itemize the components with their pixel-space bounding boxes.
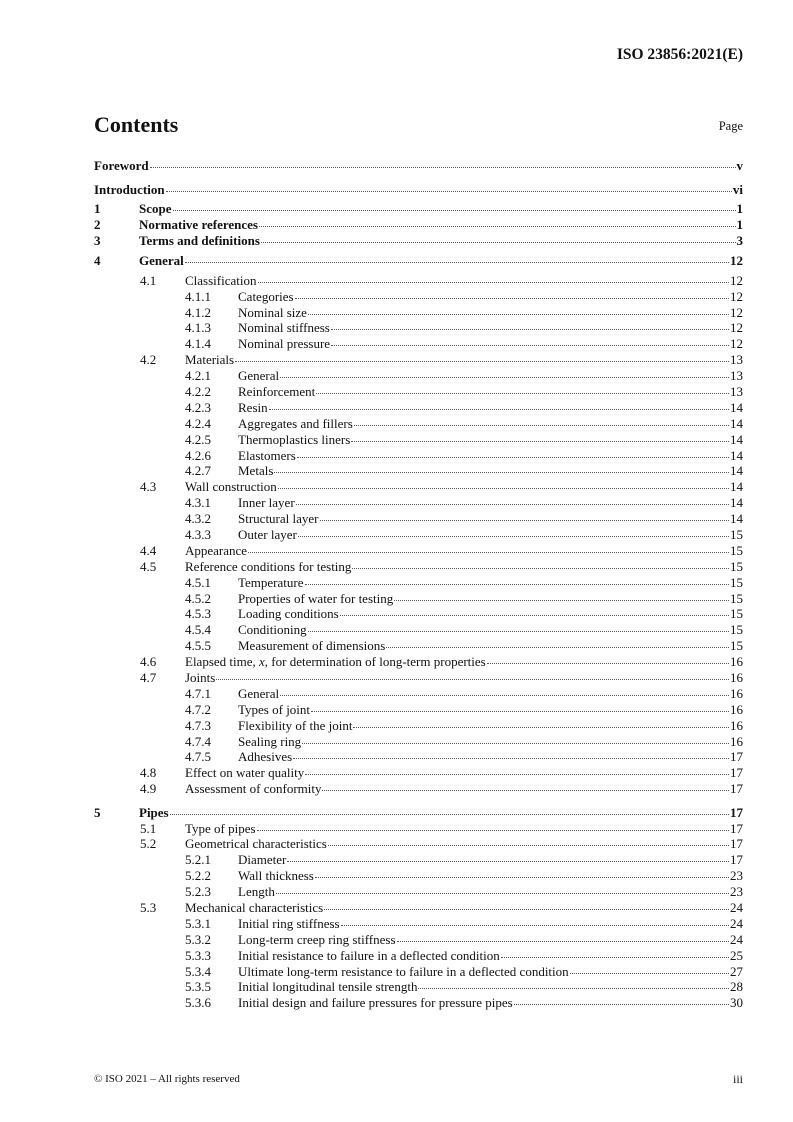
toc-dot-leader <box>295 298 729 299</box>
toc-entry-page: 15 <box>730 606 743 622</box>
toc-entry[interactable] <box>94 416 743 432</box>
toc-entry[interactable] <box>94 948 743 964</box>
toc-entry-number: 4.3.3 <box>185 526 211 542</box>
toc-entry-page: 15 <box>730 542 743 558</box>
toc-entry[interactable] <box>94 368 743 384</box>
toc-entry-number: 5.3.6 <box>185 995 211 1011</box>
toc-entry-number: 4.7.5 <box>185 749 211 765</box>
toc-entry-page: 16 <box>730 670 743 685</box>
toc-entry[interactable] <box>94 249 743 273</box>
toc-dot-leader <box>331 345 729 346</box>
toc-entry-title: General <box>139 253 184 269</box>
toc-dot-leader <box>354 425 729 426</box>
toc-dot-leader <box>166 191 732 192</box>
toc-entry-title: Nominal pressure <box>238 336 331 352</box>
toc-entry[interactable] <box>94 479 743 495</box>
toc-entry-page: 30 <box>730 995 743 1011</box>
toc-entry-number: 4.3.2 <box>185 511 211 527</box>
toc-entry[interactable] <box>94 836 743 852</box>
toc-entry[interactable] <box>94 432 743 448</box>
toc-entry-number: 5.3 <box>140 899 157 915</box>
toc-dot-leader <box>276 893 729 894</box>
toc-entry-number: 4.7.4 <box>185 733 211 749</box>
toc-dot-leader <box>315 877 729 878</box>
toc-entry-number: 4.7.1 <box>185 685 211 701</box>
toc-entry[interactable] <box>94 916 743 932</box>
toc-entry-title: Nominal stiffness <box>238 320 330 336</box>
toc-entry-page: 15 <box>730 574 743 590</box>
toc-entry-page: 14 <box>730 431 743 447</box>
toc-entry-number: 5 <box>94 804 101 820</box>
toc-dot-leader <box>259 226 736 227</box>
toc-entry[interactable] <box>94 670 743 686</box>
toc-entry-number: 4.1.4 <box>185 336 211 352</box>
page-number: iii <box>732 1072 743 1086</box>
toc-entry-title: Joints <box>185 670 216 685</box>
toc-entry-title: General <box>238 685 280 701</box>
toc-entry-title: Materials <box>185 352 235 368</box>
toc-entry-title: Initial resistance to failure in a deflected condition <box>238 947 500 963</box>
toc-entry-number: 4.4 <box>140 542 157 558</box>
toc-entry-number: 4.3.1 <box>185 495 211 511</box>
toc-dot-leader <box>258 282 730 283</box>
toc-dot-leader <box>257 830 729 831</box>
toc-entry-title-part: , for determination of long-term properties <box>264 654 486 670</box>
toc-entry-number: 4.5.2 <box>185 590 211 606</box>
toc-entry-page: 16 <box>730 654 743 670</box>
toc-dot-leader <box>316 393 729 394</box>
page-title: Contents <box>94 112 179 137</box>
toc-entry[interactable] <box>94 154 743 178</box>
toc-entry-number: 4.2.2 <box>185 383 211 399</box>
toc-entry-title: Geometrical characteristics <box>185 836 327 852</box>
toc-entry[interactable] <box>94 273 743 289</box>
toc-dot-leader <box>514 1004 729 1005</box>
toc-entry-title: Properties of water for testing <box>238 590 394 606</box>
toc-entry-number: 4.2.6 <box>185 447 211 463</box>
toc-entry-page: 12 <box>730 304 743 320</box>
toc-entry-title: Flexibility of the joint <box>238 717 353 733</box>
toc-dot-leader <box>305 774 729 775</box>
toc-entry-title: Structural layer <box>238 511 319 527</box>
toc-entry-page: 12 <box>730 320 743 336</box>
toc-entry[interactable] <box>94 884 743 900</box>
toc-entry-title: Length <box>238 884 275 900</box>
toc-entry-number: 4.5 <box>140 558 157 574</box>
toc-entry-page: 23 <box>730 884 743 900</box>
toc-entry-page: 12 <box>730 253 743 269</box>
toc-entry[interactable] <box>94 591 743 607</box>
toc-entry[interactable] <box>94 543 743 559</box>
toc-entry[interactable] <box>94 336 743 352</box>
toc-entry-page: 12 <box>730 272 743 288</box>
toc-entry-page: 17 <box>730 820 743 836</box>
toc-dot-leader <box>235 361 729 362</box>
toc-entry-title: Categories <box>238 288 294 304</box>
toc-entry-page: 27 <box>730 963 743 979</box>
toc-entry-title: Pipes <box>139 804 169 820</box>
toc-dot-leader <box>353 727 729 728</box>
toc-entry[interactable] <box>94 654 743 670</box>
toc-entry-title: Nominal size <box>238 304 307 320</box>
toc-dot-leader <box>185 262 729 263</box>
toc-entry-title: Inner layer <box>238 495 295 511</box>
toc-entry[interactable] <box>94 995 743 1011</box>
toc-entry[interactable] <box>94 559 743 575</box>
toc-entry-title: Resin <box>238 399 268 415</box>
toc-dot-leader <box>322 790 729 791</box>
toc-dot-leader <box>297 457 729 458</box>
toc-dot-leader <box>280 695 729 696</box>
toc-entry-title: Foreword <box>94 158 149 173</box>
toc-entry-title: Temperature <box>238 574 304 590</box>
toc-entry-number: 4.1.3 <box>185 320 211 336</box>
toc-entry[interactable] <box>94 178 743 202</box>
toc-entry-number: 4.8 <box>140 765 157 781</box>
toc-dot-leader <box>351 441 729 442</box>
toc-entry-number: 5.3.3 <box>185 947 211 963</box>
toc-entry-page: 17 <box>730 804 743 820</box>
toc-entry[interactable] <box>94 289 743 305</box>
toc-entry-page: 15 <box>730 638 743 654</box>
toc-entry-number: 4.2.5 <box>185 431 211 447</box>
toc-entry-page: 1 <box>736 217 743 233</box>
toc-entry-title: Effect on water quality <box>185 765 305 781</box>
toc-dot-leader <box>340 615 729 616</box>
toc-entry-page: 15 <box>730 590 743 606</box>
toc-entry-number: 4.2.4 <box>185 415 211 431</box>
toc-entry-number: 5.3.2 <box>185 931 211 947</box>
toc-dot-leader <box>280 377 729 378</box>
toc-entry-number: 5.3.4 <box>185 963 211 979</box>
toc-entry-number: 5.2.1 <box>185 852 211 868</box>
toc-entry[interactable] <box>94 305 743 321</box>
toc-entry[interactable] <box>94 749 743 765</box>
toc-dot-leader <box>308 631 729 632</box>
toc-entry-title: Types of joint <box>238 701 311 717</box>
toc-entry[interactable] <box>94 964 743 980</box>
toc-entry-number: 5.2.3 <box>185 884 211 900</box>
toc-entry-page: 15 <box>730 526 743 542</box>
toc-entry[interactable] <box>94 718 743 734</box>
toc-entry-title: Normative references <box>139 217 258 233</box>
toc-entry-page: 13 <box>730 368 743 384</box>
toc-entry-number: 4.1.1 <box>185 288 211 304</box>
toc-dot-leader <box>328 845 729 846</box>
toc-entry-title: Introduction <box>94 181 165 197</box>
toc-entry-number: 4.1.2 <box>185 304 211 320</box>
toc-entry[interactable] <box>94 734 743 750</box>
toc-entry-page: 16 <box>730 733 743 749</box>
toc-entry-number: 4.2 <box>140 352 157 368</box>
toc-entry-title: General <box>238 368 280 384</box>
toc-entry-page: 14 <box>730 511 743 527</box>
toc-entry-title: Loading conditions <box>238 606 339 622</box>
toc-entry-page: 14 <box>730 463 743 479</box>
toc-entry[interactable] <box>94 868 743 884</box>
toc-entry-title: Classification <box>185 272 257 288</box>
toc-dot-leader <box>293 758 729 759</box>
toc-entry-title: Initial longitudinal tensile strength <box>238 979 418 995</box>
toc-entry-page: 24 <box>730 915 743 931</box>
toc-dot-leader <box>570 973 729 974</box>
toc-entry-title: Diameter <box>238 852 287 868</box>
toc-entry-page: 14 <box>730 479 743 495</box>
toc-entry-title: Reference conditions for testing <box>185 558 352 574</box>
toc-dot-leader <box>418 988 729 989</box>
toc-entry-title <box>185 654 486 670</box>
page-column-label: Page <box>718 119 743 133</box>
toc-entry[interactable] <box>94 932 743 948</box>
toc-entry[interactable] <box>94 463 743 479</box>
toc-entry-title: Adhesives <box>238 749 293 765</box>
toc-entry-page: 15 <box>730 622 743 638</box>
toc-entry-page: 13 <box>730 352 743 368</box>
toc-entry[interactable] <box>94 606 743 622</box>
toc-entry-page: 12 <box>730 288 743 304</box>
toc-entry-page: 24 <box>730 899 743 915</box>
toc-entry[interactable] <box>94 201 743 217</box>
toc-dot-leader <box>150 167 736 168</box>
toc-entry-title: Ultimate long-term resistance to failure in a deflected condition <box>238 963 569 979</box>
toc-entry-page: 17 <box>730 836 743 852</box>
toc-entry-number: 2 <box>94 217 101 233</box>
toc-entry[interactable] <box>94 527 743 543</box>
toc-entry-number: 4.5.5 <box>185 638 211 654</box>
toc-dot-leader <box>320 520 730 521</box>
toc-dot-leader <box>296 504 729 505</box>
toc-entry-number: 4.5.3 <box>185 606 211 622</box>
toc-entry-number: 4.7 <box>140 670 157 685</box>
toc-dot-leader <box>311 711 729 712</box>
toc-entry-page: 1 <box>736 201 743 217</box>
toc-dot-leader <box>352 568 729 569</box>
toc-entry-page: 16 <box>730 701 743 717</box>
toc-entry-title: Assessment of conformity <box>185 781 322 797</box>
toc-entry[interactable] <box>94 765 743 781</box>
toc-entry-title: Type of pipes <box>185 820 256 836</box>
toc-entry-number: 4.7.2 <box>185 701 211 717</box>
toc-entry[interactable] <box>94 495 743 511</box>
toc-entry-number: 1 <box>94 201 101 217</box>
toc-entry-page: 14 <box>730 399 743 415</box>
toc-entry-page: 14 <box>730 495 743 511</box>
toc-dot-leader <box>501 957 729 958</box>
toc-dot-leader <box>386 647 729 648</box>
toc-entry-page: 17 <box>730 765 743 781</box>
toc-entry-number: 5.3.5 <box>185 979 211 995</box>
toc-entry-number: 5.1 <box>140 820 157 836</box>
toc-entry-number: 5.2 <box>140 836 157 852</box>
toc-entry-page: 23 <box>730 868 743 884</box>
toc-entry-title-italic: x <box>259 654 265 670</box>
toc-entry-page: 17 <box>730 852 743 868</box>
toc-entry-number: 4.7.3 <box>185 717 211 733</box>
toc-entry-number: 5.3.1 <box>185 915 211 931</box>
toc-dot-leader <box>170 814 729 815</box>
toc-entry-number: 4.1 <box>140 272 157 288</box>
toc-entry-page: 13 <box>730 383 743 399</box>
toc-entry[interactable] <box>94 217 743 233</box>
toc-entry-title: Measurement of dimensions <box>238 638 386 654</box>
toc-entry-page: 12 <box>730 336 743 352</box>
toc-dot-leader <box>331 329 729 330</box>
toc-dot-leader <box>394 600 729 601</box>
toc-entry-page: 28 <box>730 979 743 995</box>
toc-entry[interactable] <box>94 686 743 702</box>
toc-entry[interactable] <box>94 805 743 821</box>
toc-entry-title: Sealing ring <box>238 733 302 749</box>
toc-entry-number: 4 <box>94 253 101 269</box>
toc-dot-leader <box>302 743 729 744</box>
toc-dot-leader <box>173 210 736 211</box>
toc-dot-leader <box>308 314 729 315</box>
toc-entry-number: 4.3 <box>140 479 157 495</box>
toc-entry-title: Long-term creep ring stiffness <box>238 931 396 947</box>
toc-entry-title: Initial design and failure pressures for pressure pipes <box>238 995 513 1011</box>
toc-entry-page: 16 <box>730 685 743 701</box>
toc-entry-page: 14 <box>730 447 743 463</box>
toc-entry[interactable] <box>94 233 743 249</box>
toc-entry-number: 4.2.1 <box>185 368 211 384</box>
toc-entry-page: 14 <box>730 415 743 431</box>
toc-entry-title: Reinforcement <box>238 383 316 399</box>
toc-entry-title: Metals <box>238 463 274 479</box>
toc-entry-number: 3 <box>94 233 101 249</box>
toc-entry[interactable] <box>94 900 743 916</box>
toc-entry[interactable] <box>94 448 743 464</box>
toc-entry-title: Scope <box>139 201 172 217</box>
toc-entry-number: 4.2.3 <box>185 399 211 415</box>
document-id: ISO 23856:2021(E) <box>616 46 743 63</box>
toc-dot-leader <box>324 909 729 910</box>
toc-entry-title: Wall thickness <box>238 868 314 884</box>
toc-dot-leader <box>274 472 729 473</box>
toc-entry[interactable] <box>94 384 743 400</box>
toc-dot-leader <box>278 488 729 489</box>
toc-entry[interactable] <box>94 638 743 654</box>
toc-entry-title: Mechanical characteristics <box>185 899 324 915</box>
toc-entry-number: 4.6 <box>140 654 157 670</box>
toc-entry[interactable] <box>94 511 743 527</box>
toc-entry-page: 16 <box>730 717 743 733</box>
toc-entry-number: 4.5.1 <box>185 574 211 590</box>
copyright-notice: © ISO 2021 – All rights reserved <box>94 1073 240 1085</box>
toc-entry[interactable] <box>94 622 743 638</box>
toc-entry[interactable] <box>94 320 743 336</box>
toc-entry-page: 17 <box>730 781 743 797</box>
toc-entry-title: Elastomers <box>238 447 296 463</box>
toc-entry-title: Appearance <box>185 542 248 558</box>
toc-dot-leader <box>248 552 729 553</box>
toc-dot-leader <box>287 861 729 862</box>
toc-dot-leader <box>298 536 729 537</box>
toc-entry-page: 17 <box>730 749 743 765</box>
toc-entry[interactable] <box>94 821 743 837</box>
toc-dot-leader <box>216 679 729 680</box>
toc-entry-page: v <box>736 158 743 173</box>
toc-entry[interactable] <box>94 400 743 416</box>
toc-entry-page: 15 <box>730 558 743 574</box>
toc-dot-leader <box>269 409 729 410</box>
toc-entry[interactable] <box>94 852 743 868</box>
toc-dot-leader <box>397 941 729 942</box>
toc-entry-number: 4.5.4 <box>185 622 211 638</box>
toc-entry-title: Thermoplastics liners <box>238 431 351 447</box>
toc-entry[interactable] <box>94 702 743 718</box>
toc-entry-title-part: Elapsed time, <box>185 654 260 670</box>
toc-entry[interactable] <box>94 781 743 797</box>
toc-entry-title: Outer layer <box>238 526 297 542</box>
toc-entry-title: Aggregates and fillers <box>238 415 353 431</box>
toc-entry-title: Wall construction <box>185 479 277 495</box>
toc-entry-page: 25 <box>730 947 743 963</box>
toc-entry-title: Conditioning <box>238 622 307 638</box>
toc-entry-number: 4.2.7 <box>185 463 211 479</box>
toc-entry-number: 4.9 <box>140 781 157 797</box>
toc-dot-leader <box>487 663 729 664</box>
table-of-contents <box>94 154 743 1011</box>
toc-dot-leader <box>341 925 729 926</box>
toc-dot-leader <box>261 242 736 243</box>
toc-entry-number: 5.2.2 <box>185 868 211 884</box>
toc-entry-page: 3 <box>736 233 743 249</box>
toc-entry-title: Initial ring stiffness <box>238 915 340 931</box>
toc-entry[interactable] <box>94 575 743 591</box>
toc-entry-page: vi <box>732 181 743 197</box>
toc-entry-title: Terms and definitions <box>139 233 260 249</box>
toc-entry-page: 24 <box>730 931 743 947</box>
toc-entry[interactable] <box>94 979 743 995</box>
toc-dot-leader <box>305 584 730 585</box>
toc-entry[interactable] <box>94 352 743 368</box>
